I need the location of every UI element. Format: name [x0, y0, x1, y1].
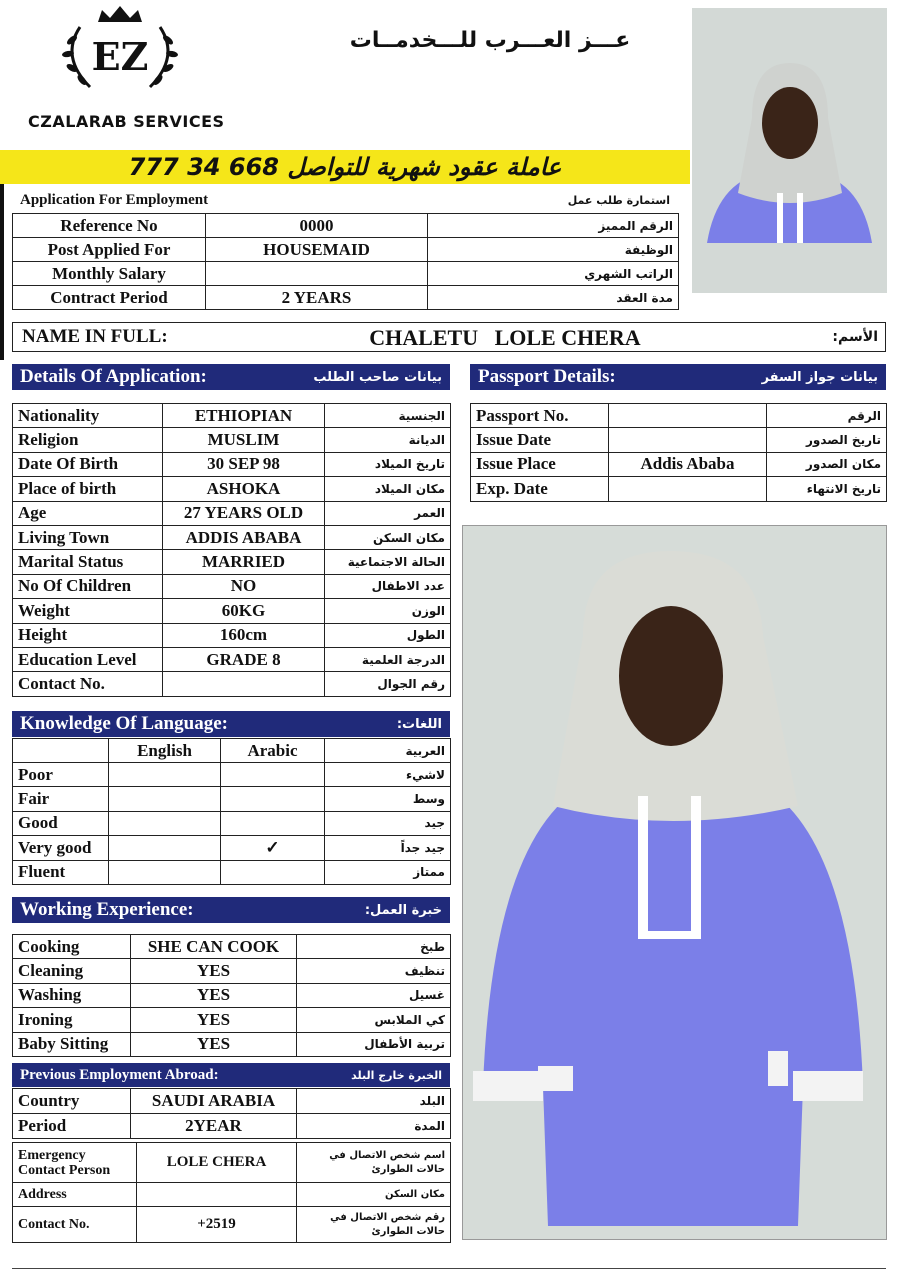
experience-rows-label: Baby Sitting [13, 1032, 131, 1056]
passport-rows-value: Addis Ababa [609, 452, 767, 476]
language-header-en: Knowledge Of Language: [20, 713, 228, 734]
passport-rows-label: Issue Place [471, 452, 609, 476]
table-row [471, 452, 887, 476]
table-row [13, 525, 451, 549]
details-rows-label: Marital Status [13, 550, 163, 574]
language-rows-ar: ممتاز [325, 860, 451, 884]
lang-col-arabic: Arabic [221, 739, 325, 763]
previous-rows-value: 2YEAR [131, 1114, 297, 1139]
passport-rows-ar: مكان الصدور [767, 452, 887, 476]
language-rows-ar: جيد [325, 811, 451, 835]
language-rows-label: Poor [13, 763, 109, 787]
full-name-ar: الأسم: [832, 329, 878, 345]
experience-rows-label: Washing [13, 983, 131, 1007]
table-row [13, 959, 451, 983]
bottom-rule [12, 1268, 886, 1269]
details-rows-value: GRADE 8 [163, 647, 325, 671]
experience-header-en: Working Experience: [20, 899, 194, 920]
table-row [13, 935, 451, 959]
passport-rows-value [609, 477, 767, 501]
table-row [13, 452, 451, 476]
passport-header [470, 364, 886, 390]
table-row [13, 1032, 451, 1056]
table-row [13, 262, 679, 286]
table-row [13, 404, 451, 428]
details-rows-ar: الحالة الاجتماعية [325, 550, 451, 574]
table-row [13, 599, 451, 623]
details-rows-value: MARRIED [163, 550, 325, 574]
details-rows-label: Education Level [13, 647, 163, 671]
emergency-ar: رقم شخص الاتصال في حالات الطوارئ [297, 1207, 451, 1243]
emergency-ar: مكان السكن [297, 1183, 451, 1207]
passport-rows-label: Issue Date [471, 428, 609, 452]
language-rows-ar: لاشيء [325, 763, 451, 787]
table-row [13, 286, 679, 310]
details-rows-value: 60KG [163, 599, 325, 623]
language-table [12, 738, 451, 885]
table-row [13, 1114, 451, 1139]
details-rows-value: 160cm [163, 623, 325, 647]
emergency-ar: اسم شخص الاتصال في حالات الطوارئ [297, 1143, 451, 1183]
table-row [471, 404, 887, 428]
passport-header-en: Passport Details: [478, 366, 616, 387]
details-rows-label: Weight [13, 599, 163, 623]
top_rows-value [206, 262, 428, 286]
table-row [13, 647, 451, 671]
table-row [13, 501, 451, 525]
experience-rows-value: YES [131, 1032, 297, 1056]
top_rows-ar: مدة العقد [428, 286, 679, 310]
previous-header-en: Previous Employment Abroad: [20, 1066, 219, 1083]
details-rows-label: Living Town [13, 525, 163, 549]
top_rows-ar: الرقم المميز [428, 214, 679, 238]
logo-letters: EZ [91, 34, 149, 79]
details-rows-label: Nationality [13, 404, 163, 428]
table-row [13, 787, 451, 811]
full-name-label: NAME IN FULL: [22, 326, 168, 347]
details-header-en: Details Of Application: [20, 366, 207, 387]
language-rows-arabic [221, 763, 325, 787]
previous-table [12, 1088, 451, 1139]
table-row [13, 811, 451, 835]
details-rows-label: Height [13, 623, 163, 647]
details-rows-ar: الديانة [325, 428, 451, 452]
language-rows-english [109, 860, 221, 884]
top_rows-value: 2 YEARS [206, 286, 428, 310]
table-row [13, 1008, 451, 1032]
experience-rows-ar: تربية الأطفال [297, 1032, 451, 1056]
top_rows-label: Contract Period [13, 286, 206, 310]
details-rows-ar: مكان السكن [325, 525, 451, 549]
details-header-ar: بيانات صاحب الطلب [313, 369, 442, 385]
table-row [471, 428, 887, 452]
details-rows-label: Place of birth [13, 477, 163, 501]
passport-rows-ar: الرقم [767, 404, 887, 428]
full-name-value: CHALETU LOLE CHERA [369, 325, 641, 350]
details-rows-label: Religion [13, 428, 163, 452]
previous-rows-label: Period [13, 1114, 131, 1139]
experience-rows-label: Ironing [13, 1008, 131, 1032]
company-name-en: CZALARAB SERVICES [28, 112, 225, 131]
previous-header [12, 1063, 450, 1087]
passport-rows-ar: تاريخ الانتهاء [767, 477, 887, 501]
full-body-photo [462, 525, 887, 1240]
experience-rows-value: YES [131, 1008, 297, 1032]
details-rows-value: NO [163, 574, 325, 598]
top_rows-label: Post Applied For [13, 238, 206, 262]
table-row [13, 238, 679, 262]
language-rows-arabic [221, 787, 325, 811]
details-rows-ar: عدد الاطفال [325, 574, 451, 598]
details-rows-value: 30 SEP 98 [163, 452, 325, 476]
passport-rows-value [609, 404, 767, 428]
details-rows-ar: رقم الجوال [325, 672, 451, 696]
banner-text: عاملة عقود شهرية للتواصل 668 34 777 [128, 153, 562, 181]
emergency-table [12, 1142, 451, 1243]
passport-table [470, 403, 887, 502]
company-name-ar: عـــز العـــرب للـــخدمــات [349, 28, 631, 53]
emergency-value: LOLE CHERA [137, 1143, 297, 1183]
details-rows-ar: العمر [325, 501, 451, 525]
details-rows-ar: الدرجة العلمية [325, 647, 451, 671]
table-row [13, 1089, 451, 1114]
small-photo [692, 8, 887, 293]
left-edge-bar [0, 184, 4, 360]
top_rows-ar: الراتب الشهري [428, 262, 679, 286]
experience-rows-label: Cleaning [13, 959, 131, 983]
experience-header-ar: خبرة العمل: [364, 902, 442, 918]
emergency-label: Emergency Contact Person [13, 1143, 137, 1183]
table-row [13, 574, 451, 598]
details-rows-ar: الطول [325, 623, 451, 647]
emergency-label: Address [13, 1183, 137, 1207]
table-row [13, 1143, 451, 1183]
details-rows-value: ASHOKA [163, 477, 325, 501]
language-rows-label: Very good [13, 836, 109, 860]
details-rows-ar: مكان الميلاد [325, 477, 451, 501]
details-rows-value: ETHIOPIAN [163, 404, 325, 428]
table-row [13, 623, 451, 647]
experience-rows-label: Cooking [13, 935, 131, 959]
previous-rows-ar: المدة [297, 1114, 451, 1139]
language-rows-english [109, 811, 221, 835]
details-rows-label: No Of Children [13, 574, 163, 598]
table-row [13, 1183, 451, 1207]
language-rows-ar: جيد جداً [325, 836, 451, 860]
details-rows-label: Date Of Birth [13, 452, 163, 476]
language-rows-arabic: ✓ [221, 836, 325, 860]
experience-header [12, 897, 450, 923]
experience-rows-value: YES [131, 959, 297, 983]
table-row [13, 428, 451, 452]
passport-rows-label: Exp. Date [471, 477, 609, 501]
table-row [13, 983, 451, 1007]
previous-rows-label: Country [13, 1089, 131, 1114]
top-info-table [12, 213, 679, 310]
language-rows-label: Good [13, 811, 109, 835]
language-rows-english [109, 836, 221, 860]
company-logo [50, 2, 190, 97]
lang-col-ar: العربية [325, 739, 451, 763]
details-rows-ar: تاريخ الميلاد [325, 452, 451, 476]
form-title-en: Application For Employment [20, 192, 209, 208]
top_rows-label: Monthly Salary [13, 262, 206, 286]
experience-table [12, 934, 451, 1057]
experience-rows-ar: غسيل [297, 983, 451, 1007]
language-rows-arabic [221, 860, 325, 884]
table-row [13, 550, 451, 574]
table-row [13, 836, 451, 860]
experience-rows-ar: تنظيف [297, 959, 451, 983]
top_rows-label: Reference No [13, 214, 206, 238]
table-row [13, 214, 679, 238]
language-rows-english [109, 787, 221, 811]
table-row [13, 1207, 451, 1243]
table-row [13, 672, 451, 696]
passport-rows-label: Passport No. [471, 404, 609, 428]
details-rows-ar: الوزن [325, 599, 451, 623]
table-row [13, 477, 451, 501]
language-rows-label: Fluent [13, 860, 109, 884]
details-rows-value: 27 YEARS OLD [163, 501, 325, 525]
lang-col-english: English [109, 739, 221, 763]
language-header [12, 711, 450, 737]
top_rows-value: 0000 [206, 214, 428, 238]
experience-rows-value: SHE CAN COOK [131, 935, 297, 959]
details-rows-label: Contact No. [13, 672, 163, 696]
language-header-ar: اللغات: [396, 716, 442, 732]
details-rows-value: ADDIS ABABA [163, 525, 325, 549]
form-title-ar: استمارة طلب عمل [567, 194, 670, 207]
emergency-label: Contact No. [13, 1207, 137, 1243]
language-rows-label: Fair [13, 787, 109, 811]
details-table [12, 403, 451, 697]
table-row [13, 763, 451, 787]
experience-rows-value: YES [131, 983, 297, 1007]
passport-rows-value [609, 428, 767, 452]
emergency-value [137, 1183, 297, 1207]
table-row [13, 860, 451, 884]
experience-rows-ar: كي الملابس [297, 1008, 451, 1032]
language-rows-english [109, 763, 221, 787]
details-rows-value [163, 672, 325, 696]
language-rows-arabic [221, 811, 325, 835]
passport-rows-ar: تاريخ الصدور [767, 428, 887, 452]
emergency-value: +2519 [137, 1207, 297, 1243]
lang-col-blank [13, 739, 109, 763]
details-rows-value: MUSLIM [163, 428, 325, 452]
passport-header-ar: بيانات جواز السفر [761, 369, 878, 385]
top_rows-value: HOUSEMAID [206, 238, 428, 262]
details-header [12, 364, 450, 390]
details-rows-label: Age [13, 501, 163, 525]
table-row [471, 477, 887, 501]
experience-rows-ar: طبخ [297, 935, 451, 959]
details-rows-ar: الجنسية [325, 404, 451, 428]
previous-header-ar: الخبرة خارج البلد [351, 1068, 442, 1082]
previous-rows-value: SAUDI ARABIA [131, 1089, 297, 1114]
top_rows-ar: الوظيفة [428, 238, 679, 262]
language-rows-ar: وسط [325, 787, 451, 811]
previous-rows-ar: البلد [297, 1089, 451, 1114]
